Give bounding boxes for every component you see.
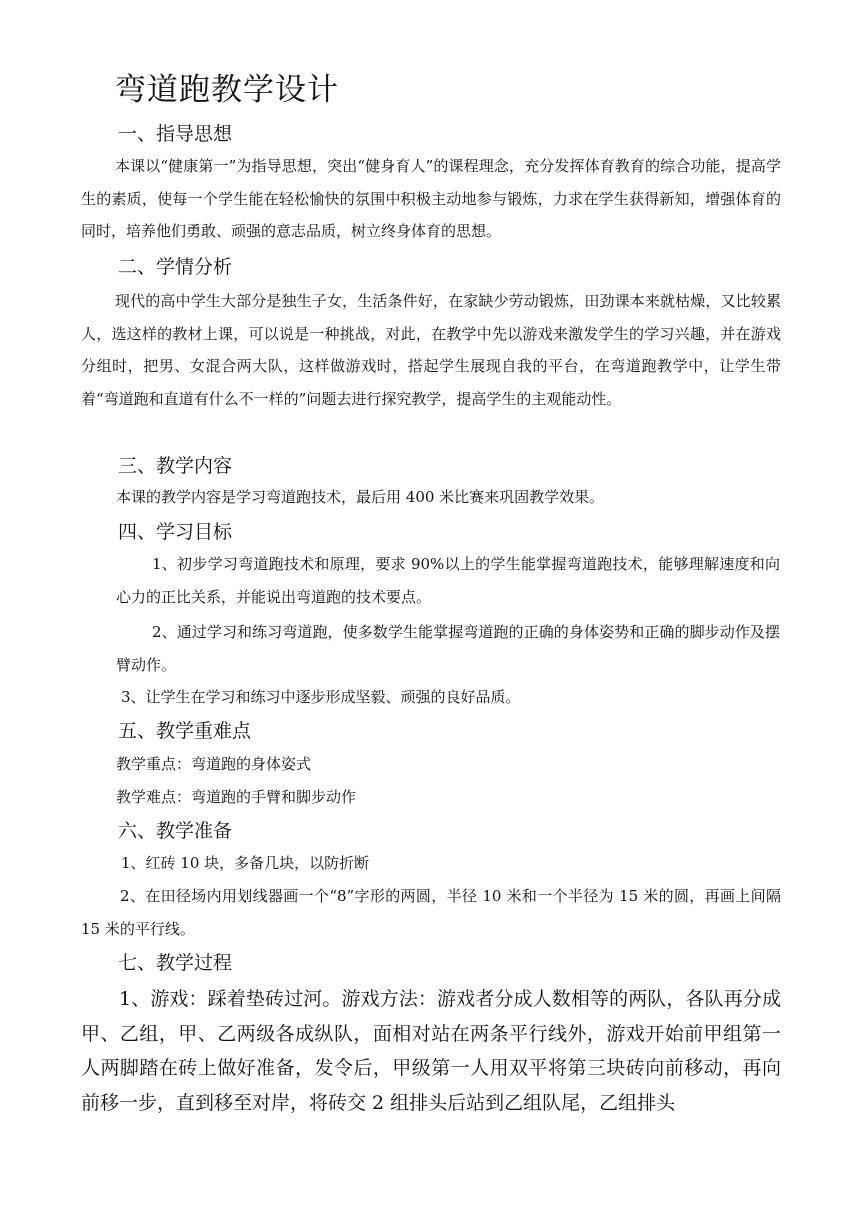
preparation-item-1: 1、红砖 10 块，多备几块，以防折断 (121, 854, 370, 872)
preparation-item-2: 2、在田径场内用划线器画一个“8”字形的两圆，半径 10 米和一个半径为 15 米的圆，再画上间隔 15 米的平行线。 (81, 887, 781, 938)
student-analysis-paragraph: 现代的高中学生大部分是独生子女，生活条件好，在家缺少劳动锻炼，田劲课本来就枯燥，又比较累人，选这样的教材上课，可以说是一种挑战，对此，在教学中先以游戏来激发学生的学习兴趣，并在游戏分组时，把男、女混合两大队，这样做游戏时，搭起学生展现自我的平台，在弯道跑教学中，让学生带着“弯道跑和直道有什么不一样的”问题去进行探究教学，提高学生的主观能动性。 (81, 292, 781, 408)
learning-objective-3: 3、让学生在学习和练习中逐步形成坚毅、顽强的良好品质。 (121, 688, 521, 706)
section-heading-guiding-ideology: 一、指导思想 (118, 123, 233, 145)
learning-objective-1: 1、初步学习弯道跑技术和原理，要求 90%以上的学生能掌握弯道跑技术，能够理解速度和向心力的正比关系，并能说出弯道跑的技术要点。 (116, 555, 780, 606)
section-heading-teaching-process: 七、教学过程 (118, 952, 233, 974)
document-title: 弯道跑教学设计 (115, 72, 339, 108)
section-heading-key-points: 五、教学重难点 (118, 720, 252, 742)
teaching-difficulty: 教学难点：弯道跑的手臂和脚步动作 (116, 788, 357, 806)
learning-objective-2: 2、通过学习和练习弯道跑，使多数学生能掌握弯道跑的正确的身体姿势和正确的脚步动作及摆臂动作。 (116, 623, 780, 674)
teaching-key-point: 教学重点：弯道跑的身体姿式 (116, 755, 312, 773)
section-heading-teaching-content: 三、教学内容 (118, 455, 233, 477)
section-heading-preparation: 六、教学准备 (118, 820, 233, 842)
section-heading-learning-objectives: 四、学习目标 (118, 521, 233, 543)
guiding-ideology-paragraph: 本课以“健康第一”为指导思想，突出“健身育人”的课程理念，充分发挥体育教育的综合功能，提高学生的素质，使每一个学生能在轻松愉快的氛围中积极主动地参与锻炼，力求在学生获得新知，增强体育的同时，培养他们勇敢、顽强的意志品质，树立终身体育的思想。 (81, 157, 781, 240)
teaching-process-paragraph: 1、游戏：踩着垫砖过河。游戏方法：游戏者分成人数相等的两队，各队再分成甲、乙组，甲、乙两级各成纵队，面相对站在两条平行线外，游戏开始前甲组第一人两脚踏在砖上做好准备，发令后，甲级第一人用双平将第三块砖向前移动，再向前移一步，直到移至对岸，将砖交 2 组排头后站到乙组队尾，乙组排头 (81, 988, 781, 1114)
teaching-content-text: 本课的教学内容是学习弯道跑技术，最后用 400 米比赛来巩固教学效果。 (116, 488, 605, 506)
section-heading-student-analysis: 二、学情分析 (118, 256, 233, 278)
